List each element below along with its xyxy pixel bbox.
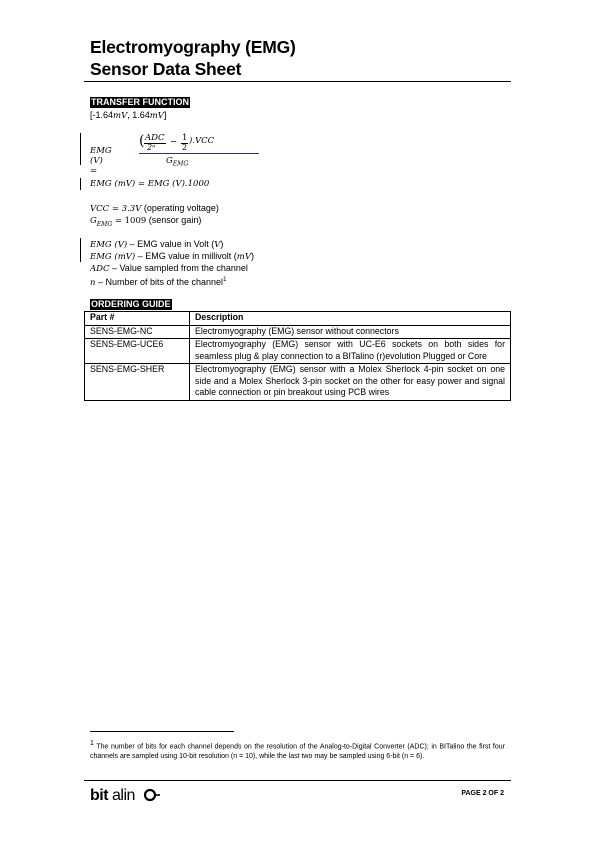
column-header-description: Description [190, 312, 511, 326]
footnote-reference[interactable]: 1 [223, 277, 227, 283]
title-divider [84, 81, 511, 82]
page-number: PAGE 2 OF 2 [461, 790, 504, 797]
svg-text:bit: bit [90, 787, 109, 804]
definition-n: n – Number of bits of the channel$^1$ [90, 277, 227, 288]
transfer-function-heading: TRANSFER FUNCTION [91, 97, 189, 107]
footnote-divider [90, 731, 234, 732]
part-description: Electromyography (EMG) sensor with a Molex Sherlock 4-pin socket on one side and a Molex Sherlock 3-pin socket on the other for easy power and signal cable connection or pin breakout using PCB wires [190, 364, 511, 401]
footer-divider [84, 780, 511, 781]
change-bar [80, 178, 81, 190]
main-fraction-line [139, 153, 259, 154]
page-title [90, 36, 296, 80]
column-header-part: Part # [85, 312, 190, 326]
part-number: SENS-EMG-SHER [85, 364, 190, 401]
part-number: SENS-EMG-UCE6 [85, 339, 190, 364]
bitalino-logo [90, 785, 162, 810]
footnote-text: The number of bits for each channel depends on the resolution of the Analog-to-Digital Converter (ADC); in BITalino the first four channels are sampled using 10-bit resolution (n = 10), while the last two may be sampled using 6-bit (n = 6). [90, 743, 505, 761]
svg-text:alin: alin [112, 787, 135, 804]
definition-adc: ADC – Value sampled from the channel [90, 263, 248, 274]
footnote [90, 739, 505, 762]
emg-millivolt-equation: EMG (mV) = EMG (V).1000 [90, 179, 210, 189]
title-line-1: Electromyography (EMG) [90, 37, 296, 57]
part-description: Electromyography (EMG) sensor with UC-E6 sockets on both sides for seamless plug & play connection to a BITalino (r)evolution Plugged or Core [190, 339, 511, 364]
table-header-row [85, 312, 511, 326]
fraction-denominator: $G_{EMG}$ [166, 156, 189, 168]
fraction-numerator: ( ADC 2ⁿ − 1 2 ).VCC [139, 133, 215, 152]
gain-definition: $G_{EMG} = 1009$ (sensor gain) [90, 215, 202, 228]
table-row [85, 339, 511, 364]
definition-emg-volt: EMG (V) – EMG value in Volt (V) [90, 239, 224, 250]
table-row [85, 325, 511, 339]
signal-range: [-1.64mV, 1.64mV] [90, 110, 167, 121]
equation-lhs: EMG (V) = [90, 146, 112, 176]
title-line-2: Sensor Data Sheet [90, 59, 242, 79]
bitalino-logo-icon [90, 785, 162, 805]
change-bar [80, 238, 81, 262]
definition-emg-millivolt: EMG (mV) – EMG value in millivolt (mV) [90, 251, 254, 262]
part-number: SENS-EMG-NC [85, 325, 190, 339]
ordering-guide-table [84, 311, 511, 401]
table-row [85, 364, 511, 401]
ordering-guide-heading: ORDERING GUIDE [91, 299, 171, 309]
part-description: Electromyography (EMG) sensor without connectors [190, 325, 511, 339]
vcc-definition: VCC = 3.3V (operating voltage) [90, 203, 219, 214]
footnote-mark: 1 [90, 740, 94, 747]
change-bar [80, 133, 81, 165]
